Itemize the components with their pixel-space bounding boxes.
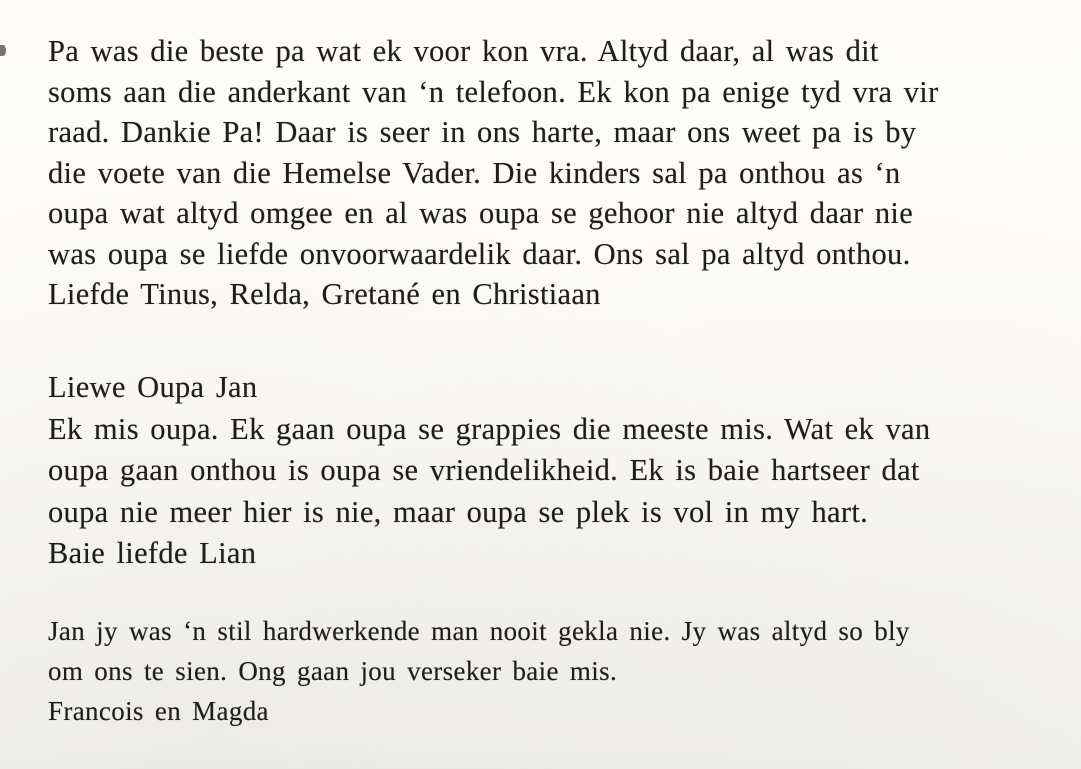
memorial-message-friends xyxy=(48,611,910,731)
text-line: oupa gaan onthou is oupa se vriendelikheid. Ek is baie hartseer dat xyxy=(48,453,920,487)
text-line: was oupa se liefde onvoorwaardelik daar. Ons sal pa altyd onthou. xyxy=(48,236,911,271)
text-line: om ons te sien. Ong gaan jou verseker baie mis. xyxy=(48,656,618,686)
signature-line: Francois en Magda xyxy=(48,696,269,726)
text-line: Ek mis oupa. Ek gaan oupa se grappies die meeste mis. Wat ek van xyxy=(48,411,931,446)
text-line: oupa nie meer hier is nie, maar oupa se plek is vol in my hart. xyxy=(48,494,869,529)
text-line: raad. Dankie Pa! Daar is seer in ons harte, maar ons weet pa is by xyxy=(48,115,917,149)
text-line: Pa was die beste pa wat ek voor kon vra. Altyd daar, al was dit xyxy=(48,34,879,68)
signature-line: Baie liefde Lian xyxy=(48,536,257,570)
memorial-message-family xyxy=(48,31,939,315)
text-line: Jan jy was ‘n stil hardwerkende man nooit gekla nie. Jy was altyd so bly xyxy=(48,616,910,646)
scan-edge-mark xyxy=(0,45,6,56)
signature-line: Liefde Tinus, Relda, Gretané en Christiaan xyxy=(48,277,601,311)
salutation-line: Liewe Oupa Jan xyxy=(48,370,258,404)
text-line: soms aan die anderkant van ‘n telefoon. Ek kon pa enige tyd vra vir xyxy=(48,74,939,109)
text-line: oupa wat altyd omgee en al was oupa se gehoor nie altyd daar nie xyxy=(48,196,914,230)
text-line: die voete van die Hemelse Vader. Die kinders sal pa onthou as ‘n xyxy=(48,155,901,190)
memorial-message-grandchild xyxy=(48,367,930,575)
